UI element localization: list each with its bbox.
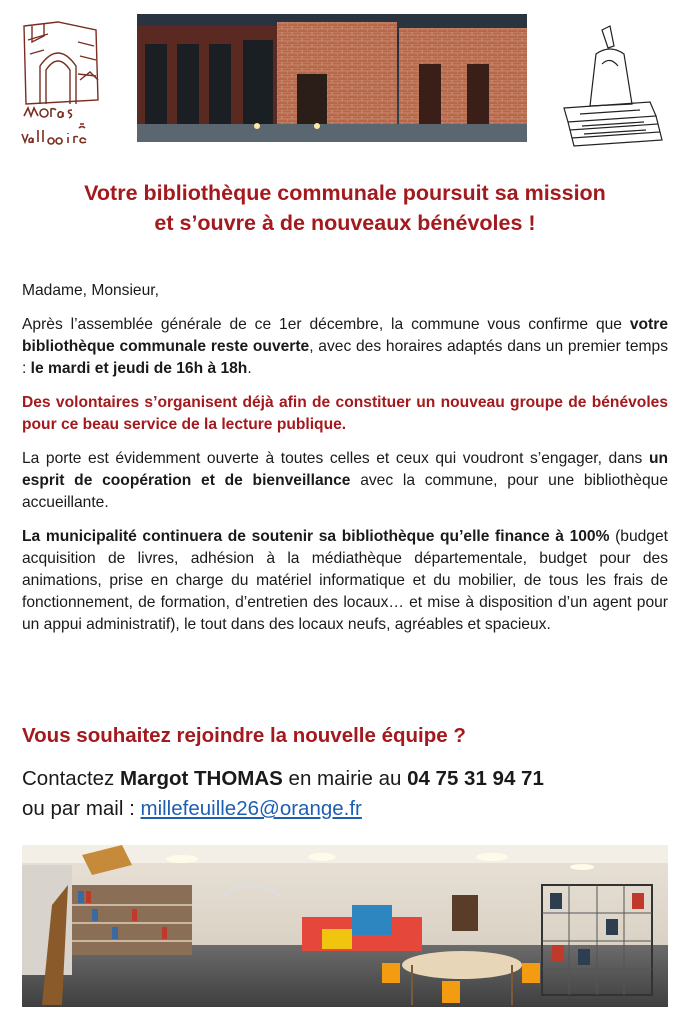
mail-prefix: ou par mail : bbox=[22, 797, 141, 820]
join-team-heading: Vous souhaitez rejoindre la nouvelle équipe ? bbox=[22, 724, 466, 747]
p4-text-b: (budget acquisition de livres, adhésion à la médiathèque départementale, budget pour des animations, prise en charge du matériel informatique et du mobilier, de tous les frais de fonctionnement, de formation, d’entretien des locaux… et mise à disposition d’un agent pour un appui administratif), le tout dans des locaux neufs, agréables et spacieux. bbox=[22, 528, 668, 633]
salutation: Madame, Monsieur, bbox=[22, 282, 159, 299]
title-line-1: Votre bibliothèque communale poursuit sa mission bbox=[84, 181, 606, 205]
paragraph-open-door bbox=[22, 448, 668, 514]
p3-text-bold: un esprit de coopération et de bienveillance bbox=[22, 450, 668, 489]
library-interior-photo bbox=[22, 845, 668, 1007]
contact-mid: en mairie au bbox=[282, 767, 408, 790]
p4-text-bold: La municipalité continuera de soutenir sa bibliothèque qu’elle finance à 100% bbox=[22, 528, 610, 545]
p1-text-bold-hours: le mardi et jeudi de 16h à 18h bbox=[30, 360, 248, 377]
p1-text-e: . bbox=[247, 360, 252, 377]
letter-body bbox=[22, 280, 668, 648]
contact-phone[interactable]: 04 75 31 94 71 bbox=[407, 767, 544, 790]
p1-text-a: Après l’assemblée générale de ce 1er décembre, la commune vous confirme que bbox=[22, 316, 630, 333]
paragraph-funding bbox=[22, 526, 668, 636]
library-facade-photo bbox=[137, 14, 527, 142]
contact-name: Margot THOMAS bbox=[120, 767, 283, 790]
paragraph-hours bbox=[22, 314, 668, 380]
contact-prefix: Contactez bbox=[22, 767, 120, 790]
contact-block bbox=[22, 764, 682, 824]
header bbox=[0, 0, 691, 165]
mille-feuille-logo bbox=[540, 24, 675, 152]
p3-text-a: La porte est évidemment ouverte à toutes celles et ceux qui voudront s’engager, dans bbox=[22, 450, 649, 467]
paragraph-volunteers: Des volontaires s’organisent déjà afin de constituer un nouveau groupe de bénévoles pour ce beau service de la lecture publique. bbox=[22, 394, 668, 433]
contact-line-2 bbox=[22, 794, 682, 824]
page-title bbox=[20, 178, 670, 238]
email-link[interactable]: millefeuille26@orange.fr bbox=[140, 797, 362, 820]
p1-text-c: , avec des horaires adaptés dans un premier temps : bbox=[22, 338, 668, 377]
p3-text-c: avec la commune, pour une bibliothèque accueillante. bbox=[22, 472, 668, 511]
moras-logo bbox=[18, 20, 102, 150]
title-line-2: et s’ouvre à de nouveaux bénévoles ! bbox=[154, 211, 536, 235]
contact-line-1 bbox=[22, 764, 682, 794]
p1-text-bold-open: votre bibliothèque communale reste ouverte bbox=[22, 316, 668, 355]
